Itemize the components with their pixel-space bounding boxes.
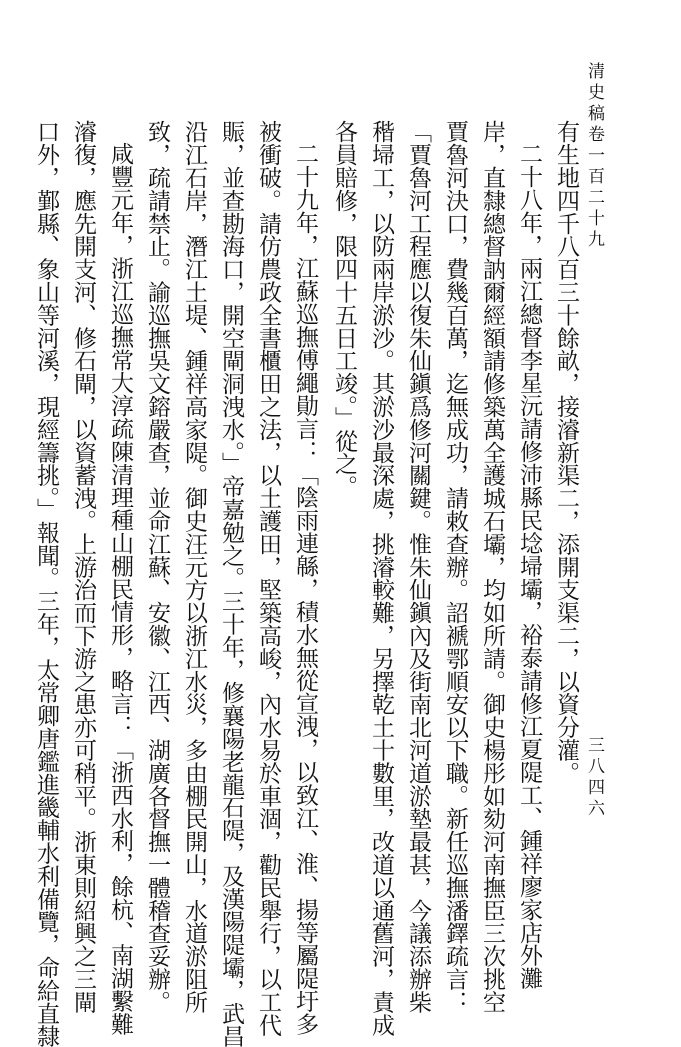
text-column: 賈魯河決口，費幾百萬，迄無成功，請敕查辦。詔褫鄂順安以下職。新任巡撫潘鐸疏言： — [442, 120, 468, 1014]
text-column: 二十八年，兩江總督李星沅請修沛縣民埝埽壩，裕泰請修江夏隄工、鍾祥廖家店外灘 — [516, 142, 542, 990]
text-column: 口外，鄞縣、象山等河溪，現經籌挑。」報聞。三年，太常卿唐鑑進畿輔水利備覽，命給直隸 — [33, 120, 59, 1047]
running-header-title: 清史稿卷一百二十九 — [584, 62, 604, 251]
text-column: 沿江石岸，潛江土堤、鍾祥高家隄。御史汪元方以浙江水災，多由棚民開山，水道淤阻所 — [181, 120, 207, 1014]
text-column: 濬復，應先開支河、修石閘，以資蓄洩。上游治而下游之患亦可稍平。浙東則紹興之三閘 — [70, 120, 96, 1014]
text-column: 二十九年，江蘇巡撫傅繩勛言：「陰雨連緜，積水無從宣洩，以致江、淮、揚等屬隄圩多 — [292, 142, 318, 1036]
text-column: 各員賠修，限四十五日工竣。」從之。 — [331, 120, 357, 498]
text-column: 稭埽工，以防兩岸淤沙。其淤沙最深處，挑濬較難，另擇乾土十數里，改道以通舊河，責成 — [368, 120, 394, 1037]
text-column: 「賈魯河工程應以復朱仙鎭爲修河關鍵。惟朱仙鎭內及街南北河道淤墊最甚，今議添辦柴 — [405, 120, 431, 1014]
text-column: 致，疏請禁止。諭巡撫吳文鎔嚴查，並命江蘇、安徽、江西、湖廣各督撫一體稽查妥辦。 — [144, 120, 170, 1014]
text-column: 有生地四千八百三十餘畝，接濬新渠二，添開支渠二，以資分灌。 — [553, 120, 579, 785]
text-column: 咸豐元年，浙江巡撫常大淳疏陳清理種山棚民情形，略言：「浙西水利，餘杭、南湖繫難 — [107, 142, 133, 1036]
text-column: 賑，並查勘海口，開空閘洞洩水。」帝嘉勉之。三十年，修襄陽老龍石隄，及漢陽隄壩，武昌 — [218, 120, 244, 1047]
text-column: 岸，直隸總督訥爾經額請修築萬全護城石壩，均如所請。御史楊彤如劾河南撫臣三次挑空 — [479, 120, 505, 1014]
page-number: 三八四六 — [584, 736, 604, 820]
text-column: 被衝破。請仿農政全書櫃田之法，以土護田，堅築高峻，內水易於車涸，勸民舉行，以工代 — [255, 120, 281, 1037]
